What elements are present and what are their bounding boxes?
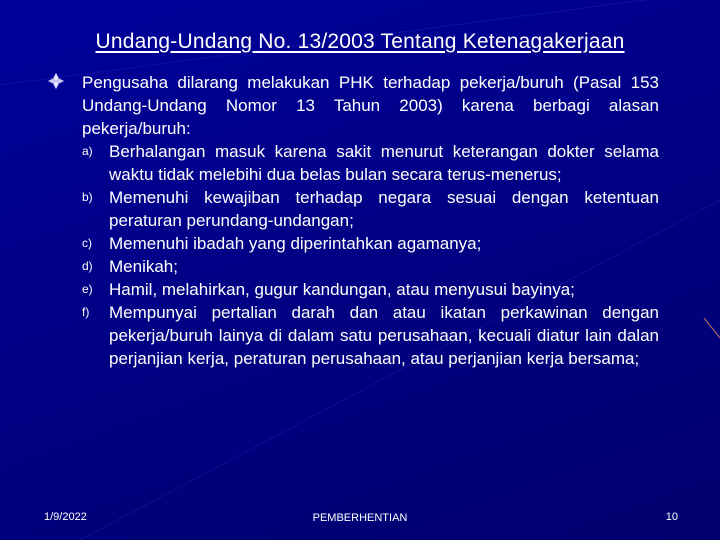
list-item [47,278,659,301]
list-item-text: Mempunyai pertalian darah dan atau ikatan perkawinan dengan pekerja/buruh lainya di dalam satu perusahaan, kecuali diatur lain dalan perjanjian kerja, peraturan perusahaan, atau perjanjian kerja bersama; [109,303,659,368]
list-item [47,232,659,255]
slide-title: Undang-Undang No. 13/2003 Tentang Ketenagakerjaan [95,30,625,53]
list-item [47,186,659,232]
diamond-clover-bullet-icon [47,72,65,90]
reason-list [47,140,659,370]
main-bullet [47,71,659,140]
list-item-marker: d) [82,259,93,273]
page-number: 10 [665,511,678,523]
list-item [47,140,659,186]
list-item-text: Berhalangan masuk karena sakit menurut keterangan dokter selama waktu tidak melebihi dua belas bulan secara terus-menerus; [109,142,659,184]
list-item-text: Hamil, melahirkan, gugur kandungan, atau menyusui bayinya; [109,280,575,299]
list-item [47,301,659,370]
main-bullet-text: Pengusaha dilarang melakukan PHK terhadap pekerja/buruh (Pasal 153 Undang-Undang Nomor 13 Tahun 2003) karena berbagi alasan pekerja/buruh: [82,73,659,138]
list-item-text: Menikah; [109,257,178,276]
list-item-marker: c) [82,236,92,250]
list-item-text: Memenuhi kewajiban terhadap negara sesuai dengan ketentuan peraturan perundang-undangan; [109,188,659,230]
list-item-marker: e) [82,282,93,296]
list-item-marker: b) [82,190,93,204]
footer-title: PEMBERHENTIAN [312,512,408,524]
list-item-marker: f) [82,305,90,319]
list-item [47,255,659,278]
list-item-text: Memenuhi ibadah yang diperintahkan agamanya; [109,234,482,253]
slide-content [47,71,659,370]
footer-date: 1/9/2022 [44,511,87,523]
list-item-marker: a) [82,144,93,158]
